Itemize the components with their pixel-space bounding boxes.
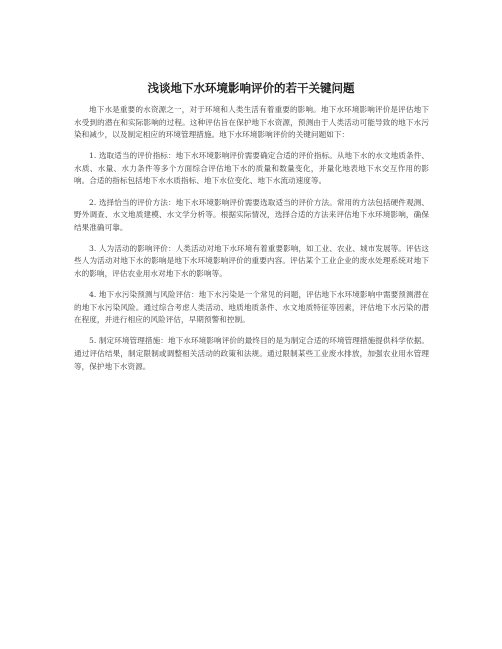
point-1-paragraph: 1. 选取适当的评价指标：地下水环境影响评价需要确定合适的评价指标。从地下水的水文地质条件、水质、水量、水力条件等多个方面综合评估地下水的质量和数量变化，并量化地表地下水交互作用的影响。合适的指标包括地下水水质指标、地下水位变化、地下水流动速度等。 <box>74 151 429 186</box>
document-body <box>74 104 429 382</box>
point-3-paragraph: 3. 人为活动的影响评价：人类活动对地下水环境有着重要影响，如工业、农业、城市发展等。评估这些人为活动对地下水的影响是地下水环境影响评价的重要内容。评估某个工业企业的废水处理系统对地下水的影响，评估农业用水对地下水的影响等。 <box>74 243 429 279</box>
point-2-paragraph: 2. 选择恰当的评价方法：地下水环境影响评价需要选取适当的评价方法。常用的方法包括硬件观测、野外调查、水文地质建模、水文学分析等。根据实际情况，选择合适的方法来评估地下水环境影响，确保结果准确可靠。 <box>74 197 429 232</box>
point-4-paragraph: 4. 地下水污染预测与风险评估：地下水污染是一个常见的问题，评估地下水环境影响中需要预测潜在的地下水污染风险。通过综合考虑人类活动、地质地质条件、水文地质特征等因素，评估地下水污染的潜在程度，并进行相应的风险评估，早期预警和控制。 <box>74 290 429 325</box>
intro-paragraph: 地下水是重要的水资源之一，对于环境和人类生活有着重要的影响。地下水环境影响评价是评估地下水受到的潜在和实际影响的过程。这种评估旨在保护地下水资源，预测由于人类活动可能导致的地下水污染和减少，以及制定相应的环境管理措施。地下水环境影响评价的关键问题如下： <box>74 105 429 140</box>
document-title: 浅谈地下水环境影响评价的若干关键问题 <box>147 81 355 95</box>
point-5-paragraph: 5. 制定环境管理措施：地下水环境影响评价的最终目的是为制定合适的环境管理措施提供科学依据。通过评估结果，制定限制或调整相关活动的政策和法规。通过限制某些工业废水排放，加强农业用水管理等，保护地下水资源。 <box>74 336 429 371</box>
